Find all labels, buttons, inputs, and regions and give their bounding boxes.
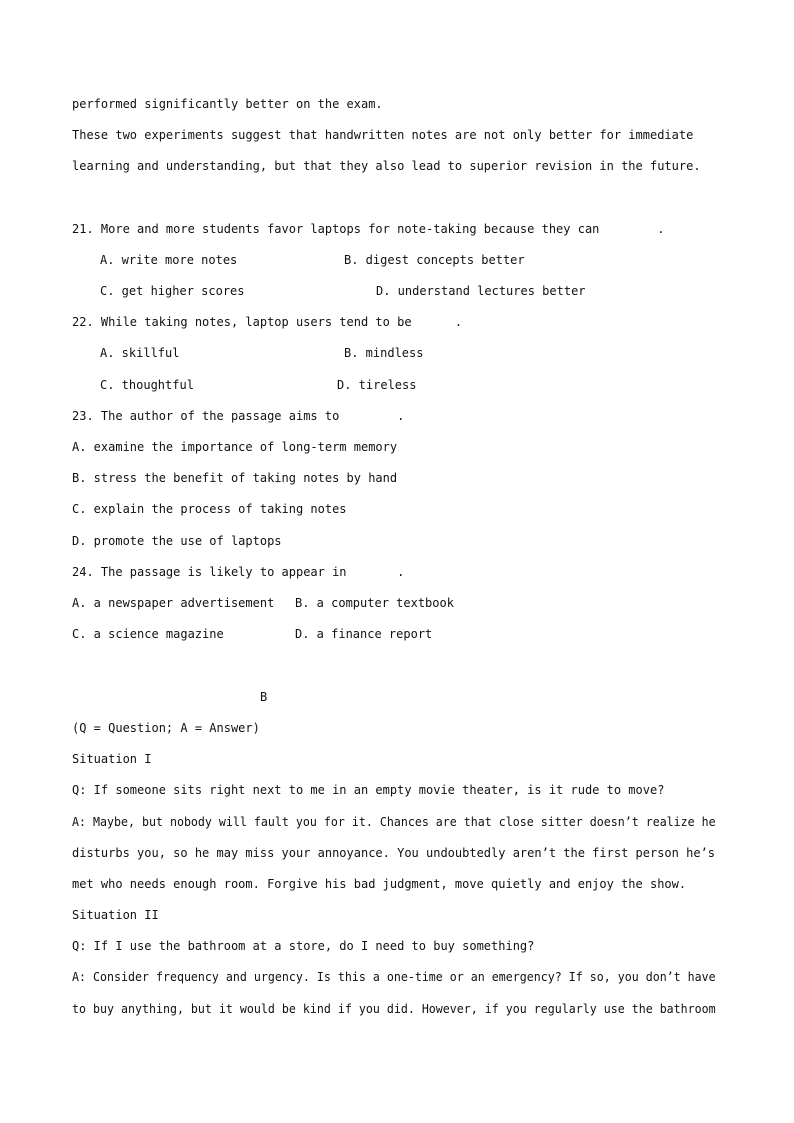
section-b-heading: B <box>260 690 268 704</box>
question-24-option-a: A. a newspaper advertisement <box>72 596 275 610</box>
question-22-option-d: D. tireless <box>337 378 417 392</box>
situation-1-answer-line-3: met who needs enough room. Forgive his bad judgment, move quietly and enjoy the show. <box>72 877 687 891</box>
question-21-option-d: D. understand lectures better <box>376 284 586 298</box>
question-21-option-c: C. get higher scores <box>100 284 245 298</box>
question-23-option-a: A. examine the importance of long-term memory <box>72 440 398 454</box>
situation-2-answer-line-2: to buy anything, but it would be kind if you did. However, if you regularly use the bathroom <box>72 1002 716 1016</box>
question-22-option-a: A. skillful <box>100 346 180 360</box>
question-22-option-c: C. thoughtful <box>100 378 194 392</box>
situation-2-question: Q: If I use the bathroom at a store, do I need to buy something? <box>72 939 535 953</box>
question-23-option-c: C. explain the process of taking notes <box>72 502 347 516</box>
question-21-stem: 21. More and more students favor laptops for note-taking because they can . <box>72 222 665 236</box>
situation-1-title: Situation I <box>72 752 152 766</box>
question-23-stem: 23. The author of the passage aims to . <box>72 409 405 423</box>
situation-1-answer-line-2: disturbs you, so he may miss your annoyance. You undoubtedly aren’t the first person he’s <box>72 846 715 860</box>
question-21-option-a: A. write more notes <box>100 253 238 267</box>
passage-line-1: performed significantly better on the exam. <box>72 97 383 111</box>
passage-line-3: learning and understanding, but that they also lead to superior revision in the future. <box>72 159 701 173</box>
question-21-option-b: B. digest concepts better <box>344 253 525 267</box>
situation-1-question: Q: If someone sits right next to me in an empty movie theater, is it rude to move? <box>72 783 665 797</box>
question-22-stem: 22. While taking notes, laptop users tend to be . <box>72 315 463 329</box>
question-22-option-b: B. mindless <box>344 346 424 360</box>
question-23-option-d: D. promote the use of laptops <box>72 534 282 548</box>
question-24-option-b: B. a computer textbook <box>295 596 454 610</box>
question-24-option-d: D. a finance report <box>295 627 433 641</box>
passage-line-2: These two experiments suggest that handwritten notes are not only better for immediate <box>72 128 694 142</box>
question-23-option-b: B. stress the benefit of taking notes by hand <box>72 471 398 485</box>
situation-2-title: Situation II <box>72 908 159 922</box>
situation-2-answer-line-1: A: Consider frequency and urgency. Is this a one-time or an emergency? If so, you don’t have <box>72 970 716 984</box>
question-24-option-c: C. a science magazine <box>72 627 224 641</box>
question-24-stem: 24. The passage is likely to appear in . <box>72 565 405 579</box>
situation-1-answer-line-1: A: Maybe, but nobody will fault you for it. Chances are that close sitter doesn’t realize he <box>72 815 716 829</box>
section-b-legend: (Q = Question; A = Answer) <box>72 721 260 735</box>
